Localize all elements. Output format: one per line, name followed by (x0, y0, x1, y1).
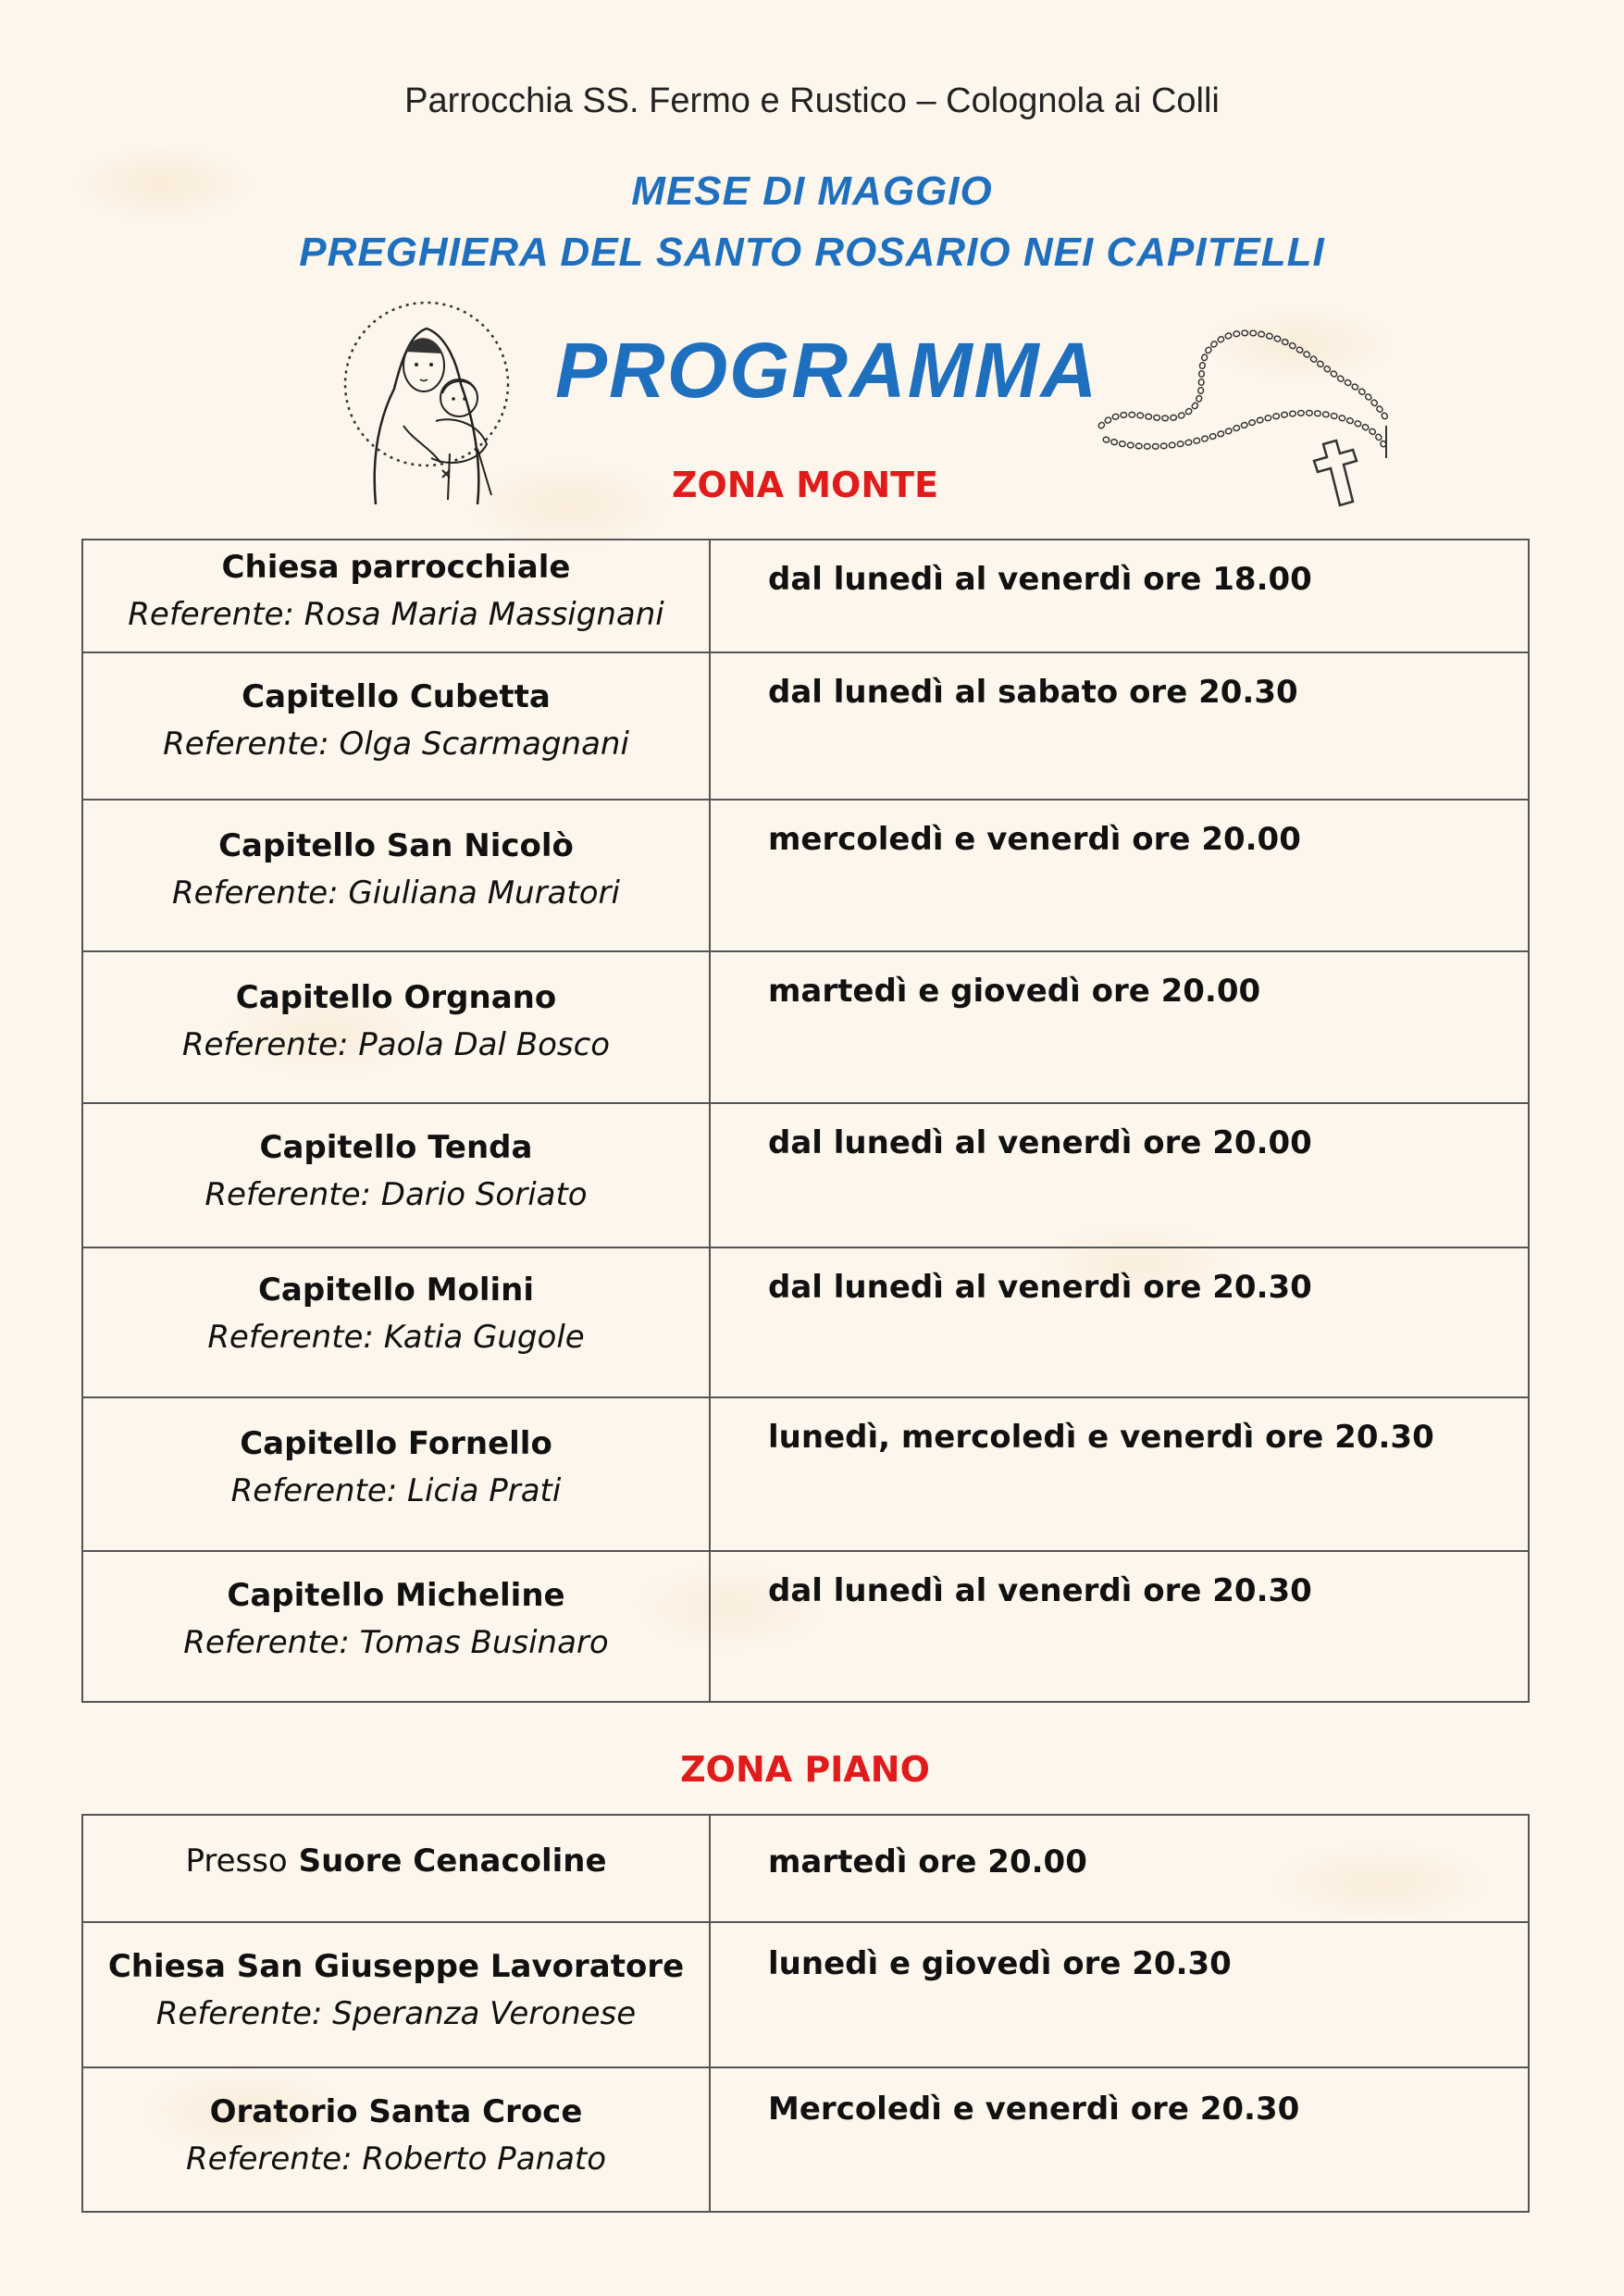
title-line-2: PREGHIERA DEL SANTO ROSARIO NEI CAPITELLI (299, 230, 1325, 275)
zona-monte-table (81, 539, 1530, 1703)
table-row (82, 652, 1529, 800)
referent: Referente: Roberto Panato (185, 2141, 607, 2178)
schedule-time: dal lunedì al sabato ore 20.30 (710, 652, 1529, 800)
referent: Referente: Tomas Businaro (183, 1624, 609, 1661)
schedule-time: lunedì, mercoledì e venerdì ore 20.30 (710, 1397, 1529, 1551)
zona-monte-title: ZONA MONTE (671, 465, 939, 505)
referent: Referente: Olga Scarmagnani (163, 726, 629, 763)
schedule-time: Mercoledì e venerdì ore 20.30 (710, 2067, 1529, 2212)
table-row (82, 800, 1529, 951)
zona-piano-table (81, 1814, 1530, 2213)
referent: Referente: Dario Soriato (205, 1176, 588, 1213)
place-name: Chiesa parrocchiale (221, 549, 571, 586)
schedule-time: lunedì e giovedì ore 20.30 (710, 1922, 1529, 2067)
table-row (82, 2067, 1529, 2212)
schedule-time: martedì ore 20.00 (710, 1815, 1529, 1922)
place-name: Chiesa San Giuseppe Lavoratore (107, 1948, 685, 1985)
place-name: Capitello Tenda (259, 1129, 533, 1166)
referent: Referente: Licia Prati (230, 1472, 562, 1509)
place-name: Capitello Fornello (240, 1425, 552, 1462)
table-row (82, 1247, 1529, 1397)
schedule-time: dal lunedì al venerdì ore 18.00 (710, 540, 1529, 652)
place-name: Suore Cenacoline (298, 1843, 607, 1880)
title-line-1: MESE DI MAGGIO (631, 168, 993, 214)
table-row (82, 1103, 1529, 1247)
program-title: PROGRAMMA (555, 327, 1099, 414)
table-row (82, 1815, 1529, 1922)
table-row (82, 540, 1529, 652)
schedule-time: dal lunedì al venerdì ore 20.00 (710, 1103, 1529, 1247)
place-name: Oratorio Santa Croce (209, 2093, 583, 2130)
referent: Referente: Katia Gugole (207, 1319, 585, 1356)
zona-piano-title: ZONA PIANO (680, 1749, 930, 1790)
table-row (82, 1922, 1529, 2067)
place-name: Capitello San Nicolò (218, 827, 574, 864)
place-name: Capitello Molini (257, 1272, 535, 1309)
schedule-time: mercoledì e venerdì ore 20.00 (710, 800, 1529, 951)
place-prefix: Presso (185, 1843, 288, 1880)
table-row (82, 1551, 1529, 1702)
place-name: Capitello Micheline (227, 1577, 565, 1614)
referent: Referente: Rosa Maria Massignani (128, 596, 664, 633)
place-name: Capitello Orgnano (235, 979, 557, 1016)
parish-name: Parrocchia SS. Fermo e Rustico – Colognola ai Colli (404, 81, 1220, 120)
schedule-time: dal lunedì al venerdì ore 20.30 (710, 1551, 1529, 1702)
schedule-time: martedì e giovedì ore 20.00 (710, 951, 1529, 1103)
table-row (82, 1397, 1529, 1551)
schedule-time: dal lunedì al venerdì ore 20.30 (710, 1247, 1529, 1397)
table-row (82, 951, 1529, 1103)
referent: Referente: Paola Dal Bosco (181, 1026, 611, 1063)
referent: Referente: Giuliana Muratori (172, 875, 620, 912)
referent: Referente: Speranza Veronese (155, 1995, 637, 2032)
place-name: Capitello Cubetta (242, 678, 551, 715)
